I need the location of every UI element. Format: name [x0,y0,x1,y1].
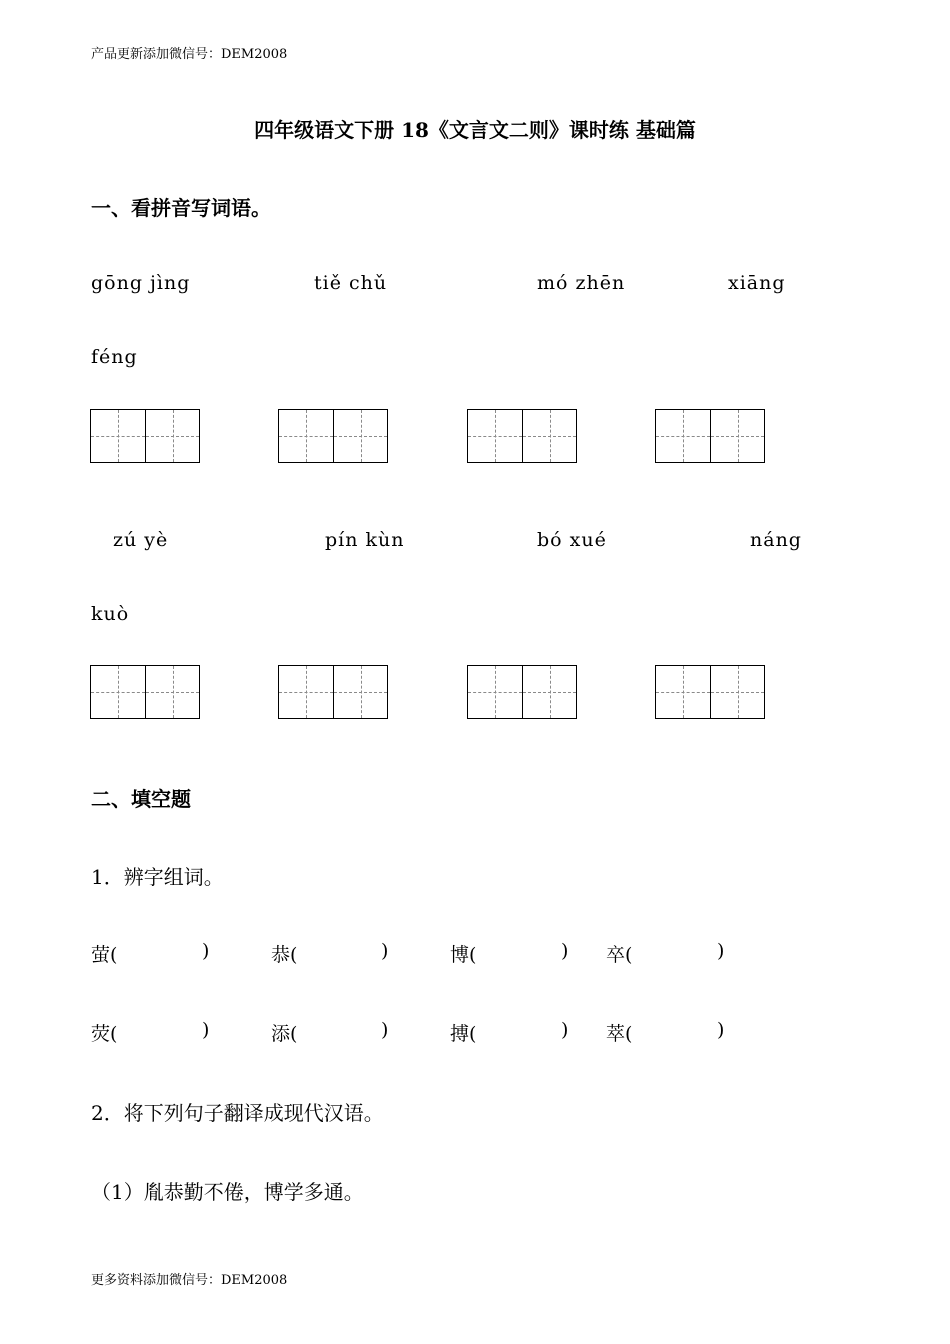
writing-grid[interactable] [278,409,388,463]
pinyin-8: bó xué [537,529,607,551]
char-item: 搏( [450,1023,477,1045]
close-paren: ) [381,1019,389,1041]
pinyin-3: mó zhēn [537,272,626,294]
pinyin-6: zú yè [113,529,169,551]
page-header: 产品更新添加微信号：DEM2008 [91,47,288,62]
section1-heading: 一、看拼音写词语。 [91,196,271,220]
writing-grid[interactable] [467,409,577,463]
section2-heading: 二、填空题 [91,787,191,811]
pinyin-2: tiě chǔ [314,272,388,294]
char-item: 荧( [91,1023,118,1045]
pinyin-10: kuò [91,603,130,625]
pinyin-1: gōng jìng [91,272,191,294]
char-item: 卒( [606,944,633,966]
char-item: 萤( [91,944,118,966]
pinyin-9: náng [750,529,802,551]
close-paren: ) [561,1019,569,1041]
close-paren: ) [717,940,725,962]
close-paren: ) [202,1019,210,1041]
char-item: 添( [271,1023,298,1045]
char-item: 萃( [606,1023,633,1045]
close-paren: ) [561,940,569,962]
pinyin-5: féng [91,346,138,368]
question-2-1: （1）胤恭勤不倦，博学多通。 [91,1180,364,1204]
page-footer: 更多资料添加微信号：DEM2008 [91,1273,288,1288]
question-2: 2．将下列句子翻译成现代汉语。 [91,1101,384,1125]
writing-grid[interactable] [655,665,765,719]
writing-grid[interactable] [90,665,200,719]
writing-grid[interactable] [467,665,577,719]
writing-grid[interactable] [278,665,388,719]
writing-grid[interactable] [90,409,200,463]
close-paren: ) [717,1019,725,1041]
pinyin-7: pín kùn [325,529,405,551]
writing-grid[interactable] [655,409,765,463]
pinyin-4: xiāng [728,272,786,294]
char-item: 博( [450,944,477,966]
page-title: 四年级语文下册 18《文言文二则》课时练 基础篇 [254,118,696,142]
close-paren: ) [381,940,389,962]
close-paren: ) [202,940,210,962]
char-item: 恭( [271,944,298,966]
question-1: 1．辨字组词。 [91,865,224,889]
